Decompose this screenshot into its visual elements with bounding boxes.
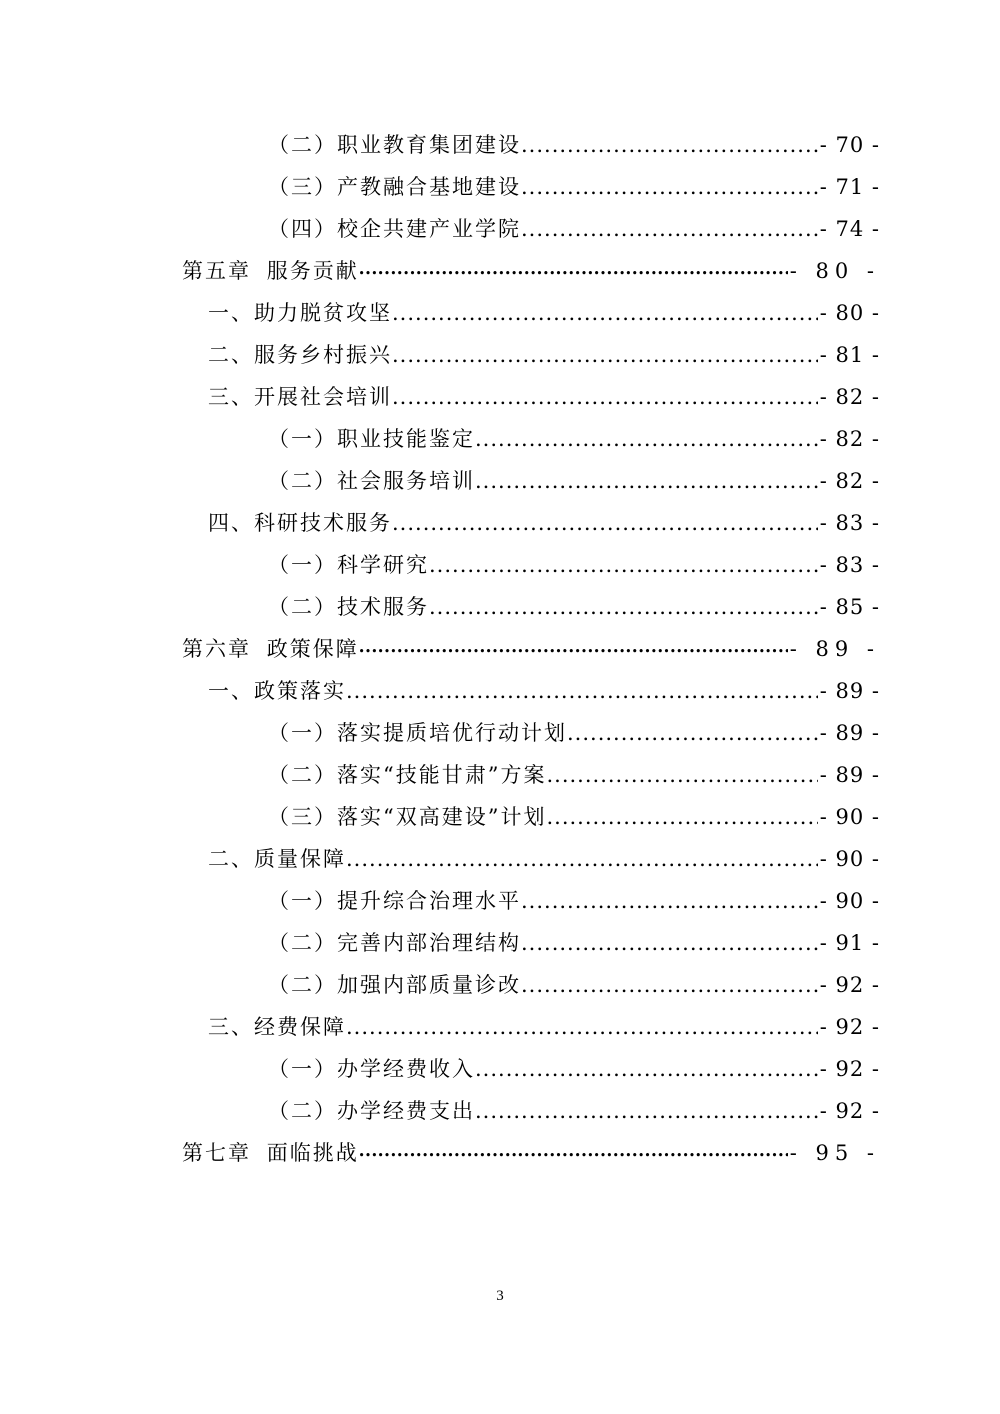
toc-leader-dots — [546, 796, 817, 838]
toc-entry-label: （二）完善内部治理结构 — [268, 931, 521, 955]
toc-entry-page: - 80 - — [819, 301, 880, 325]
toc-entry-page: - 89 - — [819, 721, 880, 745]
toc-entry-label: 一、助力脱贫攻坚 — [208, 301, 392, 325]
toc-leader-dots — [346, 838, 818, 880]
toc-entry-label: 一、政策落实 — [208, 679, 346, 703]
toc-leader-dots — [521, 124, 818, 166]
toc-leader-dots — [392, 376, 818, 418]
toc-leader-dots — [546, 754, 817, 796]
toc-leader-dots — [346, 1006, 818, 1048]
toc-entry — [268, 922, 880, 964]
toc-entry-label: （一）办学经费收入 — [268, 1057, 475, 1081]
toc-entry-title: 面临挑战 — [266, 1141, 359, 1165]
toc-entry — [208, 670, 880, 712]
toc-entry-label: （二）技术服务 — [268, 595, 429, 619]
toc-entry — [268, 124, 880, 166]
toc-entry — [268, 544, 880, 586]
toc-leader-dots — [359, 250, 788, 295]
toc-entry-label: 第五章 — [182, 259, 251, 283]
toc-entry-page: - 91 - — [819, 931, 880, 955]
toc-leader-dots — [567, 712, 818, 754]
toc-entry — [268, 208, 880, 250]
toc-leader-dots — [346, 670, 818, 712]
toc-entry-label: 第六章 — [182, 637, 251, 661]
toc-entry-label: （二）职业教育集团建设 — [268, 133, 521, 157]
toc-leader-dots — [392, 502, 818, 544]
toc-leader-dots — [521, 166, 818, 208]
toc-entry-page: - 92 - — [819, 1099, 880, 1123]
toc-entry-label: （一）职业技能鉴定 — [268, 427, 475, 451]
toc-leader-dots — [392, 334, 818, 376]
toc-entry — [182, 628, 880, 670]
toc-leader-dots — [521, 964, 818, 1006]
toc-entry-page: - 81 - — [819, 343, 880, 367]
toc-entry-label: 二、服务乡村振兴 — [208, 343, 392, 367]
toc-entry — [182, 1132, 880, 1174]
toc-leader-dots — [521, 922, 818, 964]
toc-entry-label: 三、经费保障 — [208, 1015, 346, 1039]
toc-entry — [268, 880, 880, 922]
toc-leader-dots — [475, 418, 818, 460]
toc-leader-dots — [521, 208, 818, 250]
toc-leader-dots — [475, 460, 818, 502]
toc-entry — [268, 964, 880, 1006]
toc-leader-dots — [521, 880, 818, 922]
toc-entry-page: - 80 - — [789, 259, 880, 283]
toc-entry-page: - 82 - — [819, 427, 880, 451]
toc-leader-dots — [475, 1090, 818, 1132]
toc-entry-label: 三、开展社会培训 — [208, 385, 392, 409]
toc-entry — [208, 376, 880, 418]
toc-entry — [268, 166, 880, 208]
toc-leader-dots — [392, 292, 818, 334]
toc-entry — [208, 292, 880, 334]
toc-entry-label: 第七章 — [182, 1141, 251, 1165]
toc-leader-dots — [359, 628, 788, 673]
toc-entry — [208, 1006, 880, 1048]
toc-entry — [268, 586, 880, 628]
toc-entry-page: - 89 - — [789, 637, 880, 661]
toc-entry-label: （三）落实“双高建设”计划 — [268, 805, 547, 829]
toc-entry-page: - 71 - — [819, 175, 880, 199]
toc-entry — [268, 1090, 880, 1132]
toc-entry-label: （一）提升综合治理水平 — [268, 889, 521, 913]
toc-entry-label: （三）产教融合基地建设 — [268, 175, 521, 199]
toc-entry-page: - 92 - — [819, 1057, 880, 1081]
toc-entry — [208, 838, 880, 880]
toc-entry-label: （二）社会服务培训 — [268, 469, 475, 493]
toc-entry-title: 政策保障 — [266, 637, 359, 661]
toc-entry-page: - 92 - — [819, 1015, 880, 1039]
toc-entry-label: 二、质量保障 — [208, 847, 346, 871]
page-number: 3 — [496, 1288, 504, 1304]
toc-entry-label: （一）落实提质培优行动计划 — [268, 721, 567, 745]
toc-entry-title: 服务贡献 — [266, 259, 359, 283]
toc-leader-dots — [359, 1132, 788, 1177]
toc-entry-page: - 74 - — [819, 217, 880, 241]
toc-entry-page: - 90 - — [819, 889, 880, 913]
toc-entry-page: - 90 - — [819, 847, 880, 871]
toc-entry-page: - 70 - — [819, 133, 880, 157]
toc-entry — [268, 712, 880, 754]
toc-entry — [268, 1048, 880, 1090]
toc-entry-page: - 95 - — [789, 1141, 880, 1165]
toc-entry-page: - 82 - — [819, 469, 880, 493]
toc-entry — [208, 502, 880, 544]
toc-entry-page: - 83 - — [819, 511, 880, 535]
toc-entry-page: - 83 - — [819, 553, 880, 577]
toc-entry — [208, 334, 880, 376]
toc-entry-label: 四、科研技术服务 — [208, 511, 392, 535]
toc-entry-page: - 85 - — [819, 595, 880, 619]
toc-entry-label: （二）加强内部质量诊改 — [268, 973, 521, 997]
toc-leader-dots — [429, 544, 818, 586]
toc-entry — [268, 418, 880, 460]
toc-entry — [268, 754, 880, 796]
toc-entry-page: - 89 - — [819, 679, 880, 703]
toc-entry — [182, 250, 880, 292]
toc-entry-label: （四）校企共建产业学院 — [268, 217, 521, 241]
toc-entry-page: - 89 - — [819, 763, 880, 787]
toc-entry-label: （二）落实“技能甘肃”方案 — [268, 763, 547, 787]
toc-leader-dots — [475, 1048, 818, 1090]
toc-entry-label: （一）科学研究 — [268, 553, 429, 577]
toc-entry-page: - 82 - — [819, 385, 880, 409]
toc-leader-dots — [429, 586, 818, 628]
toc-entry-page: - 92 - — [819, 973, 880, 997]
toc-entry — [268, 460, 880, 502]
toc-entry-label: （二）办学经费支出 — [268, 1099, 475, 1123]
toc-entry-page: - 90 - — [819, 805, 880, 829]
toc-entry — [268, 796, 880, 838]
